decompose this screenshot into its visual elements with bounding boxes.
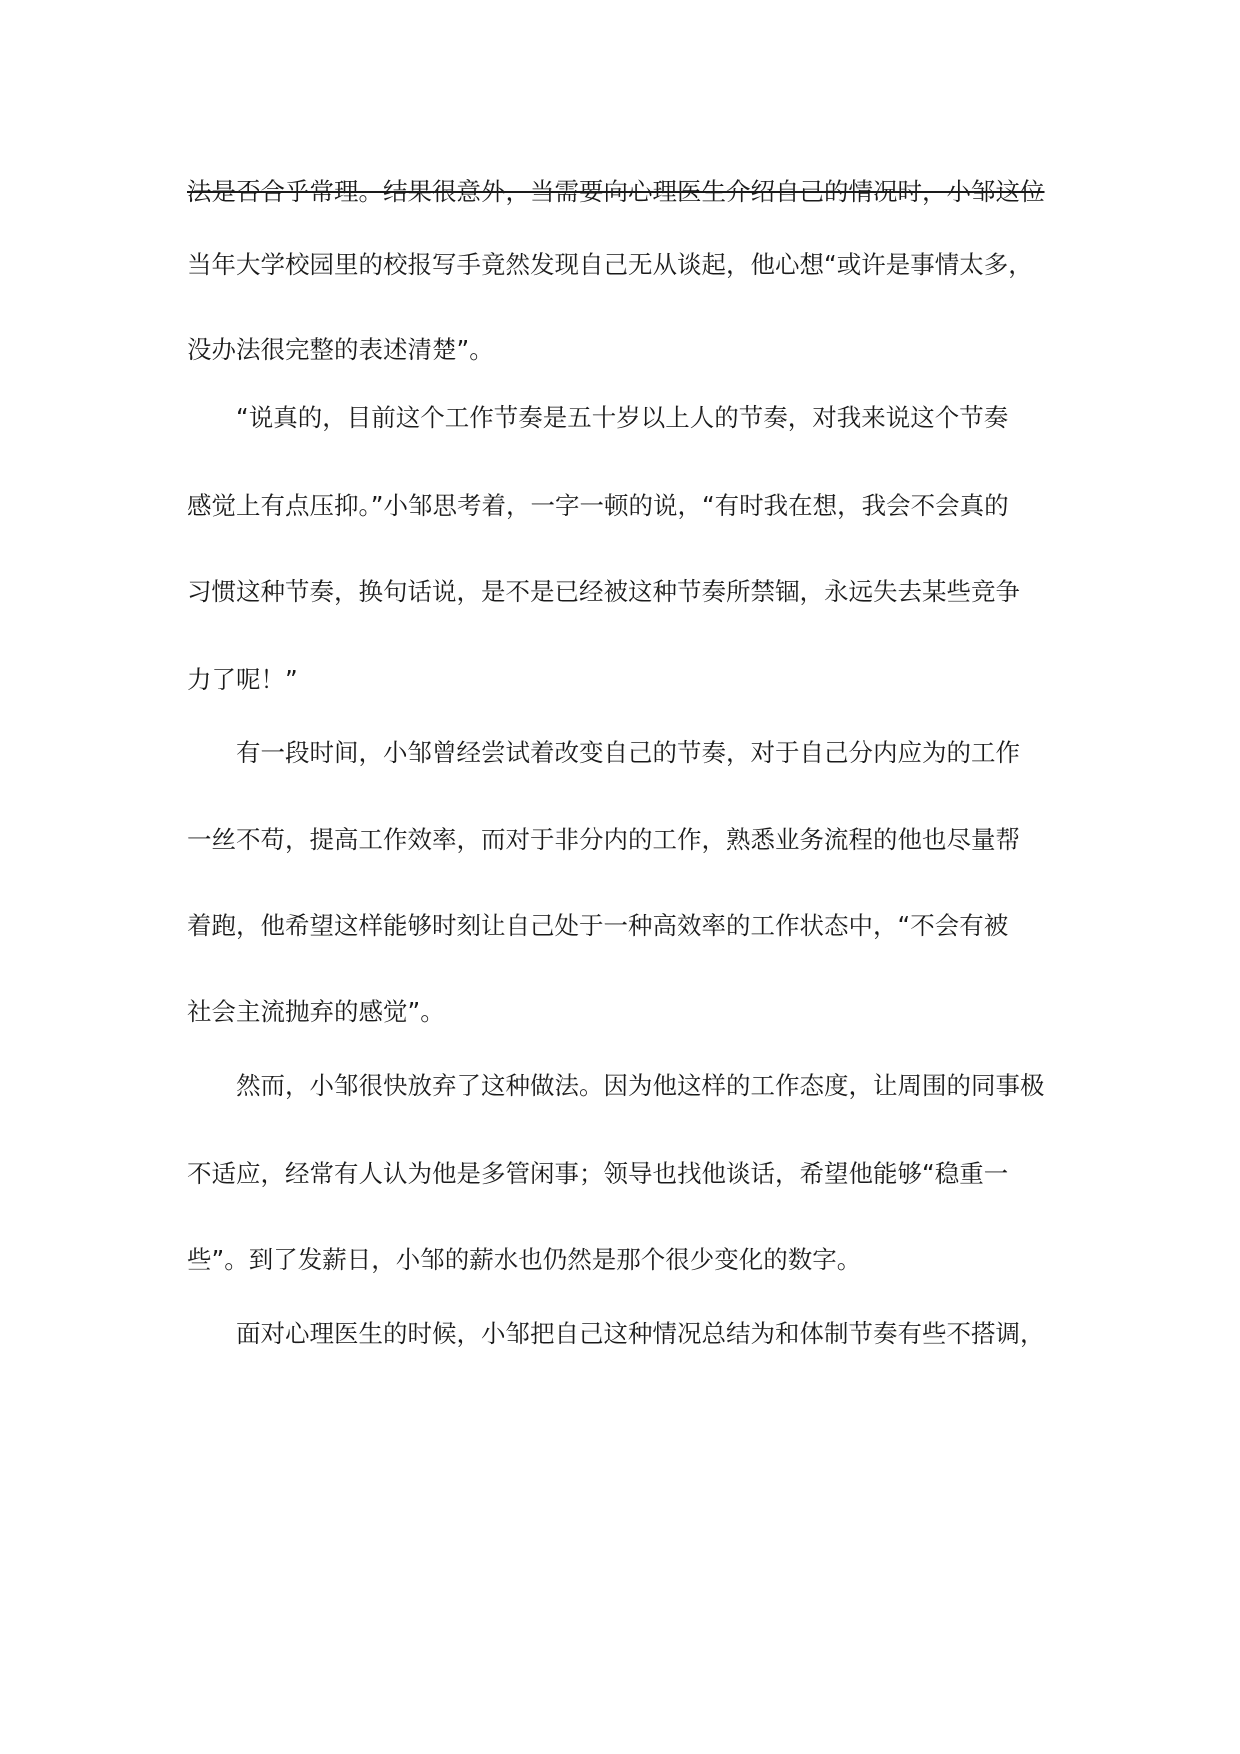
- text-line: 习惯这种节奏，换句话说，是不是已经被这种节奏所禁锢，永远失去某些竞争: [187, 577, 1020, 606]
- text-line-strikethrough: 法是否合乎常理。结果很意外，当需要向心理医生介绍自己的情况时，小邹这位: [187, 177, 1045, 206]
- text-line: 感觉上有点压抑。”小邹思考着，一字一顿的说，“有时我在想，我会不会真的: [187, 491, 1009, 520]
- text-line: 着跑，他希望这样能够时刻让自己处于一种高效率的工作状态中，“不会有被: [187, 911, 1009, 940]
- text-line: 社会主流抛弃的感觉”。: [187, 997, 445, 1026]
- text-line: 不适应，经常有人认为他是多管闲事；领导也找他谈话，希望他能够“稳重一: [187, 1159, 1009, 1188]
- text-line: 些”。到了发薪日，小邹的薪水也仍然是那个很少变化的数字。: [187, 1245, 862, 1274]
- paragraph-first-line: 有一段时间，小邹曾经尝试着改变自己的节奏，对于自己分内应为的工作: [236, 738, 1020, 767]
- paragraph-first-line: 然而，小邹很快放弃了这种做法。因为他这样的工作态度，让周围的同事极: [236, 1071, 1045, 1100]
- text-line: 没办法很完整的表述清楚”。: [187, 335, 494, 364]
- text-line: 力了呢！”: [187, 665, 298, 694]
- text-line: 一丝不苟，提高工作效率，而对于非分内的工作，熟悉业务流程的他也尽量帮: [187, 825, 1020, 854]
- text-line: 当年大学校园里的校报写手竟然发现自己无从谈起，他心想“或许是事情太多，: [187, 250, 1033, 279]
- paragraph-first-line: 面对心理医生的时候，小邹把自己这种情况总结为和体制节奏有些不搭调，: [236, 1319, 1045, 1348]
- paragraph-first-line: “说真的，目前这个工作节奏是五十岁以上人的节奏，对我来说这个节奏: [236, 403, 1009, 432]
